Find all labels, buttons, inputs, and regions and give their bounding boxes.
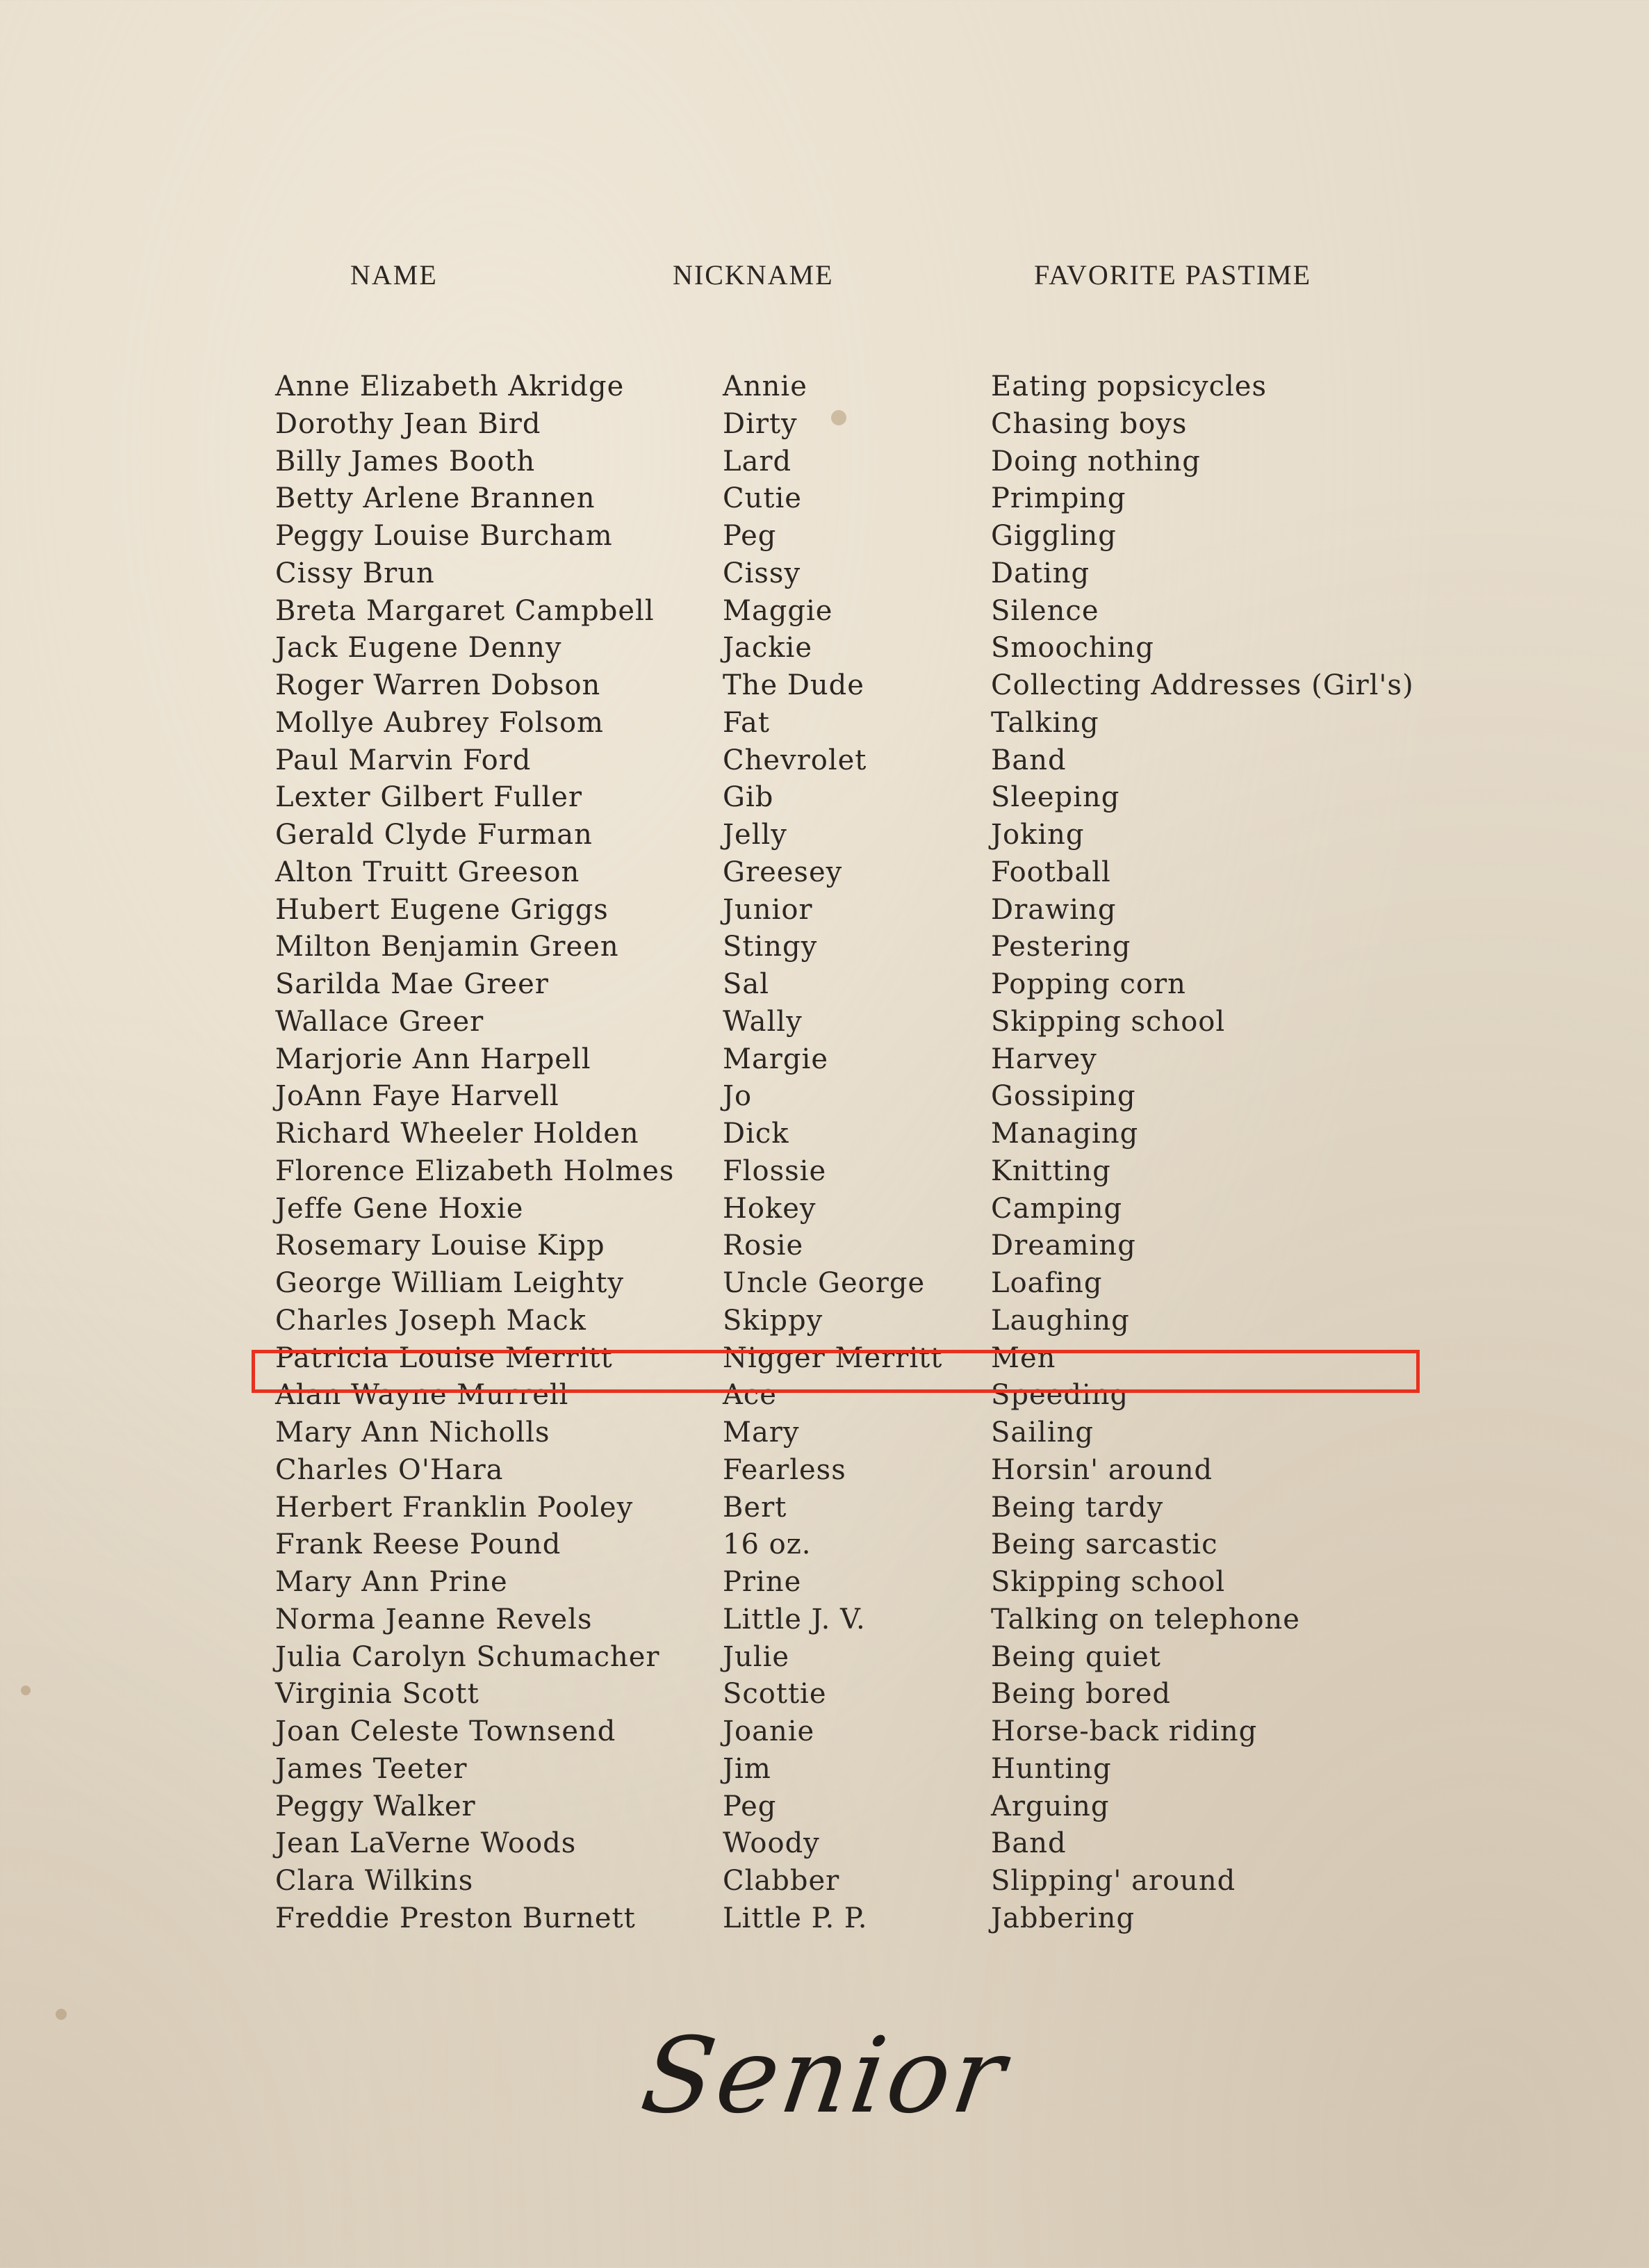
row-name: Marjorie Ann Harpell <box>275 1043 591 1075</box>
table-row <box>271 667 1414 705</box>
row-nickname: Dirty <box>723 407 798 440</box>
row-pastime: Being bored <box>991 1678 1172 1711</box>
row-pastime: Eating popsicycles <box>991 370 1267 402</box>
row-pastime: Being quiet <box>991 1640 1161 1673</box>
row-nickname: Lard <box>723 445 792 478</box>
row-name: Rosemary Louise Kipp <box>275 1230 605 1262</box>
row-nickname: Uncle George <box>723 1267 926 1299</box>
row-name: George William Leighty <box>275 1267 624 1299</box>
row-nickname: Jo <box>723 1080 753 1113</box>
row-name: Florence Elizabeth Holmes <box>275 1155 675 1187</box>
row-pastime: Sailing <box>991 1417 1094 1449</box>
row-nickname: Little P. P. <box>723 1902 868 1934</box>
row-nickname: Sal <box>723 968 770 1000</box>
table-row <box>271 705 1411 742</box>
paper-stain <box>21 1686 31 1695</box>
row-pastime: Horsin' around <box>991 1453 1213 1486</box>
row-nickname: Cissy <box>723 557 801 589</box>
row-name: Peggy Walker <box>275 1790 476 1822</box>
row-name: Frank Reese Pound <box>275 1528 561 1561</box>
row-nickname: Jim <box>723 1752 771 1785</box>
table-row <box>271 1900 1411 1938</box>
row-name: Alan Wayne Murrell <box>275 1379 569 1412</box>
row-nickname: Bert <box>723 1491 787 1524</box>
row-pastime: Men <box>991 1341 1056 1374</box>
row-nickname: Julie <box>723 1640 790 1673</box>
row-name: Lexter Gilbert Fuller <box>275 781 582 814</box>
row-nickname: Jelly <box>723 819 787 851</box>
table-row <box>271 854 1411 892</box>
table-row <box>271 480 1411 518</box>
row-nickname: Maggie <box>723 594 833 627</box>
column-header-nickname: NICKNAME <box>673 259 834 291</box>
row-name: James Teeter <box>275 1752 468 1785</box>
row-name: Mary Ann Nicholls <box>275 1417 550 1449</box>
row-name: Virginia Scott <box>275 1678 479 1711</box>
row-nickname: Jackie <box>723 632 812 664</box>
row-pastime: Sleeping <box>991 781 1120 814</box>
table-row <box>271 1452 1411 1490</box>
table-row <box>271 555 1411 593</box>
row-nickname: Ace <box>723 1379 777 1412</box>
row-pastime: Dreaming <box>991 1230 1136 1262</box>
table-row <box>271 1863 1411 1900</box>
row-name: Dorothy Jean Bird <box>275 407 541 440</box>
row-pastime: Being sarcastic <box>991 1528 1218 1561</box>
row-pastime: Speeding <box>991 1379 1129 1412</box>
table-row <box>271 1227 1411 1265</box>
row-pastime: Skipping school <box>991 1566 1226 1598</box>
row-nickname: Hokey <box>723 1192 817 1225</box>
row-name: Herbert Franklin Pooley <box>275 1491 634 1524</box>
row-pastime: Hunting <box>991 1752 1112 1785</box>
row-name: Freddie Preston Burnett <box>275 1902 636 1934</box>
table-row <box>271 1526 1411 1564</box>
row-name: Paul Marvin Ford <box>275 744 532 776</box>
table-row <box>271 817 1411 854</box>
table-row <box>271 1490 1411 1527</box>
row-name: Wallace Greer <box>275 1005 484 1038</box>
table-row <box>271 1265 1411 1303</box>
table-row <box>271 1825 1411 1863</box>
table-row <box>271 779 1411 817</box>
row-pastime: Dating <box>991 557 1090 589</box>
senior-script-title: Senior <box>634 2016 1015 2137</box>
column-header-name: NAME <box>350 259 438 291</box>
row-name: Gerald Clyde Furman <box>275 819 593 851</box>
row-pastime: Chasing boys <box>991 407 1188 440</box>
table-row <box>271 593 1411 630</box>
row-nickname: Woody <box>723 1827 820 1860</box>
row-name: Roger Warren Dobson <box>275 669 601 701</box>
row-pastime: Being tardy <box>991 1491 1164 1524</box>
row-name: Milton Benjamin Green <box>275 931 619 963</box>
row-name: Betty Arlene Brannen <box>275 482 596 515</box>
column-header-pastime: FAVORITE PASTIME <box>1034 259 1312 291</box>
row-name: Alton Truitt Greeson <box>275 856 580 888</box>
table-row <box>271 1004 1411 1041</box>
table-row <box>271 929 1411 966</box>
row-pastime: Skipping school <box>991 1005 1226 1038</box>
row-pastime: Harvey <box>991 1043 1097 1075</box>
table-row <box>271 1414 1411 1452</box>
row-pastime: Knitting <box>991 1155 1111 1187</box>
senior-roster-table <box>271 368 1414 1938</box>
row-nickname: Peg <box>723 520 777 552</box>
table-row <box>271 443 1411 481</box>
table-row <box>271 892 1411 929</box>
highlight-box <box>252 1350 1420 1393</box>
row-nickname: Fearless <box>723 1453 846 1486</box>
row-nickname: Flossie <box>723 1155 827 1187</box>
row-nickname: Greesey <box>723 856 843 888</box>
row-name: Sarilda Mae Greer <box>275 968 549 1000</box>
row-pastime: Joking <box>991 819 1085 851</box>
row-pastime: Laughing <box>991 1304 1130 1337</box>
row-name: Cissy Brun <box>275 557 435 589</box>
row-pastime: Arguing <box>991 1790 1110 1822</box>
row-pastime: Smooching <box>991 632 1154 664</box>
row-name: Peggy Louise Burcham <box>275 520 613 552</box>
row-pastime: Gossiping <box>991 1080 1136 1113</box>
table-row <box>271 1078 1411 1116</box>
row-nickname: Prine <box>723 1566 802 1598</box>
row-name: Charles Joseph Mack <box>275 1304 586 1337</box>
table-row <box>271 1153 1411 1191</box>
row-pastime: Camping <box>991 1192 1123 1225</box>
table-row <box>271 630 1411 667</box>
row-name: Jean LaVerne Woods <box>275 1827 577 1860</box>
table-row <box>271 1751 1411 1788</box>
row-nickname: The Dude <box>723 669 864 701</box>
table-row <box>271 1788 1411 1826</box>
row-pastime: Band <box>991 1827 1067 1860</box>
table-row <box>271 518 1411 555</box>
table-row <box>271 1303 1411 1340</box>
row-pastime: Pestering <box>991 931 1131 963</box>
row-name: Mollye Aubrey Folsom <box>275 706 604 739</box>
row-name: Breta Margaret Campbell <box>275 594 655 627</box>
row-name: Anne Elizabeth Akridge <box>275 370 625 402</box>
table-row <box>271 1041 1411 1079</box>
table-row <box>271 1564 1411 1601</box>
table-row <box>271 368 1411 406</box>
row-nickname: Nigger Merritt <box>723 1341 943 1374</box>
row-name: Richard Wheeler Holden <box>275 1118 639 1150</box>
table-row <box>271 1676 1411 1713</box>
table-row <box>271 1191 1411 1228</box>
row-name: JoAnn Faye Harvell <box>275 1080 559 1113</box>
row-nickname: Rosie <box>723 1230 804 1262</box>
row-nickname: Dick <box>723 1118 789 1150</box>
row-name: Charles O'Hara <box>275 1453 504 1486</box>
row-pastime: Primping <box>991 482 1126 515</box>
row-nickname: Chevrolet <box>723 744 867 776</box>
row-pastime: Doing nothing <box>991 445 1201 478</box>
row-name: Mary Ann Prine <box>275 1566 508 1598</box>
table-row <box>271 1639 1411 1676</box>
row-nickname: 16 oz. <box>723 1528 812 1561</box>
row-nickname: Peg <box>723 1790 777 1822</box>
row-pastime: Loafing <box>991 1267 1103 1299</box>
row-pastime: Talking <box>991 706 1099 739</box>
row-pastime: Managing <box>991 1118 1139 1150</box>
table-row <box>271 966 1411 1004</box>
row-name: Jeffe Gene Hoxie <box>275 1192 524 1225</box>
row-nickname: Clabber <box>723 1865 840 1897</box>
row-name: Norma Jeanne Revels <box>275 1603 593 1635</box>
row-nickname: Scottie <box>723 1678 827 1711</box>
row-pastime: Popping corn <box>991 968 1186 1000</box>
row-nickname: Stingy <box>723 931 818 963</box>
row-nickname: Skippy <box>723 1304 823 1337</box>
row-nickname: Wally <box>723 1005 803 1038</box>
row-name: Patricia Louise Merritt <box>275 1341 613 1374</box>
row-name: Joan Celeste Townsend <box>275 1715 616 1747</box>
row-nickname: Mary <box>723 1417 800 1449</box>
table-row <box>271 1116 1411 1153</box>
row-pastime: Talking on telephone <box>991 1603 1300 1635</box>
row-pastime: Football <box>991 856 1111 888</box>
row-pastime: Silence <box>991 594 1099 627</box>
row-nickname: Gib <box>723 781 774 814</box>
row-pastime: Drawing <box>991 893 1117 926</box>
row-name: Clara Wilkins <box>275 1865 474 1897</box>
row-pastime: Band <box>991 744 1067 776</box>
row-nickname: Annie <box>723 370 807 402</box>
row-nickname: Margie <box>723 1043 828 1075</box>
table-row <box>271 406 1411 443</box>
row-nickname: Junior <box>723 893 813 926</box>
row-nickname: Cutie <box>723 482 802 515</box>
row-nickname: Little J. V. <box>723 1603 866 1635</box>
row-pastime: Collecting Addresses (Girl's) <box>991 669 1414 701</box>
row-pastime: Giggling <box>991 520 1117 552</box>
table-row <box>271 1713 1411 1751</box>
row-pastime: Jabbering <box>991 1902 1135 1934</box>
row-name: Jack Eugene Denny <box>275 632 562 664</box>
table-row <box>271 742 1411 780</box>
row-pastime: Horse-back riding <box>991 1715 1258 1747</box>
table-row <box>271 1601 1411 1639</box>
row-nickname: Fat <box>723 706 770 739</box>
row-name: Hubert Eugene Griggs <box>275 893 609 926</box>
row-pastime: Slipping' around <box>991 1865 1236 1897</box>
row-name: Billy James Booth <box>275 445 536 478</box>
row-name: Julia Carolyn Schumacher <box>275 1640 660 1673</box>
row-nickname: Joanie <box>723 1715 815 1747</box>
